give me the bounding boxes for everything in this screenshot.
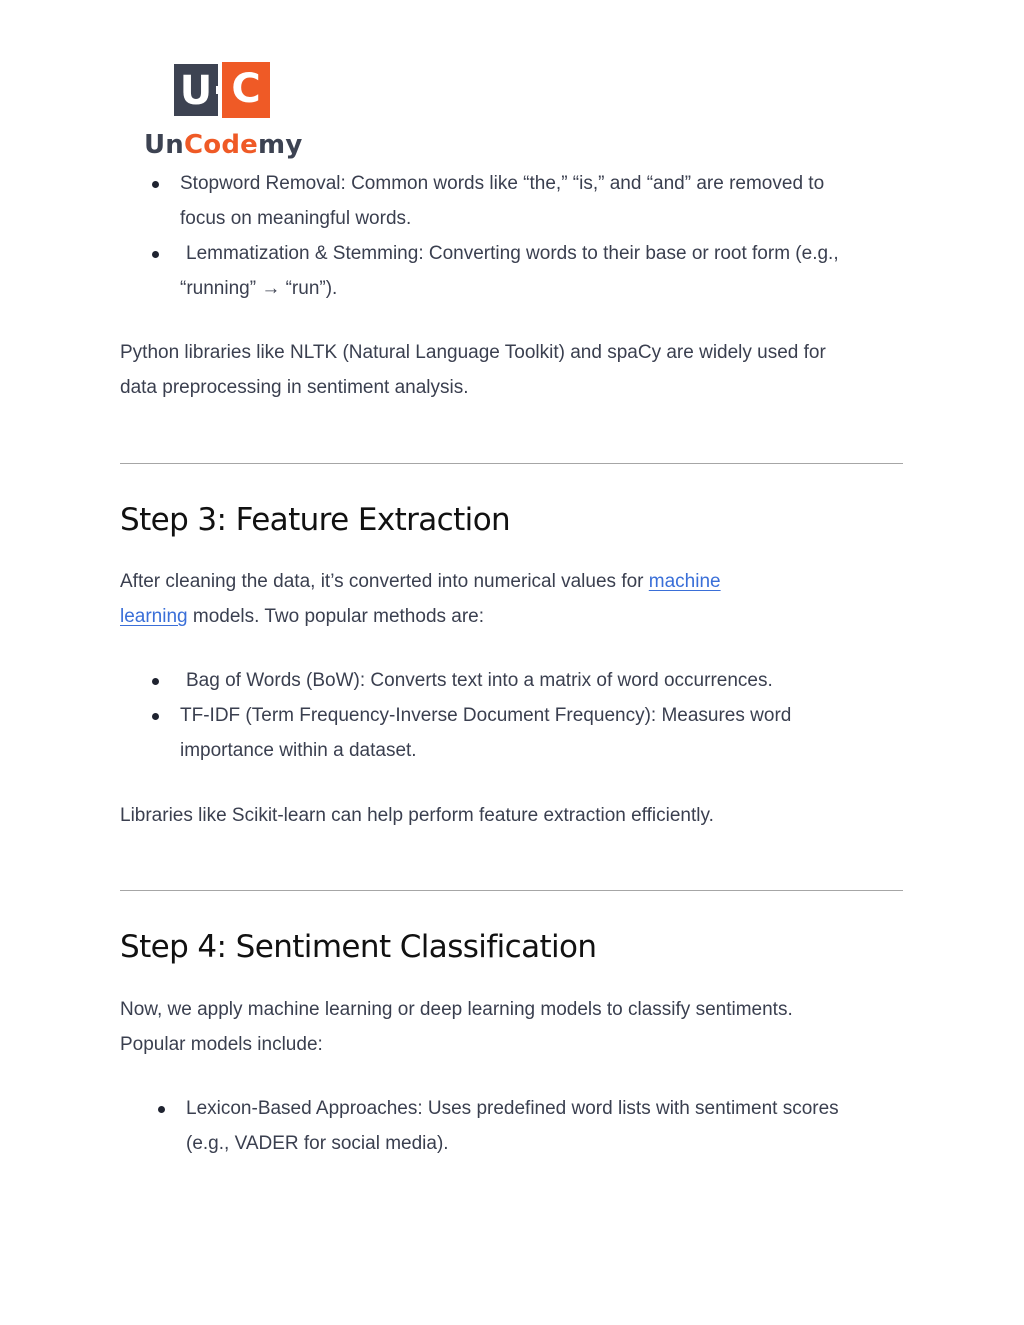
logo-letter-u: U — [179, 68, 213, 114]
bullet-dot — [152, 181, 159, 188]
list-item — [120, 166, 920, 236]
step3-closing: Libraries like Scikit-learn can help perform feature extraction efficiently. — [120, 805, 714, 826]
bullet-dot — [158, 1106, 165, 1113]
paragraph-line — [120, 564, 910, 599]
step4-heading: Step 4: Sentiment Classification — [120, 929, 597, 965]
uncodemy-logo — [144, 62, 304, 162]
logo-tile-c — [222, 62, 270, 118]
step4-intro — [120, 992, 910, 1062]
paragraph-line: data preprocessing in sentiment analysis. — [120, 377, 469, 398]
list-item-line: focus on meaningful words. — [180, 208, 412, 229]
list-item — [120, 236, 920, 306]
wordmark-code: Code — [184, 130, 259, 160]
section-divider — [120, 463, 903, 464]
paragraph-line: Python libraries like NLTK (Natural Language Toolkit) and spaCy are widely used for — [120, 342, 826, 363]
list-item-line: Bag of Words (BoW): Converts text into a matrix of word occurrences. — [186, 670, 773, 691]
preprocessing-paragraph — [120, 335, 910, 405]
logo-letter-c: C — [231, 66, 261, 112]
list-item-line: Lemmatization & Stemming: Converting words to their base or root form (e.g., — [186, 243, 839, 264]
step3-heading: Step 3: Feature Extraction — [120, 502, 511, 538]
machine-learning-link[interactable]: machine — [648, 571, 721, 592]
list-item-line: importance within a dataset. — [180, 740, 417, 761]
list-item — [120, 698, 920, 768]
intro-text: models. Two popular methods are: — [187, 606, 485, 627]
list-item-line: Stopword Removal: Common words like “the,” “is,” and “and” are removed to — [180, 173, 825, 194]
logo-mark — [174, 62, 270, 120]
logo-tile-u — [174, 64, 218, 116]
bullet-dot — [152, 678, 159, 685]
list-item-line: (e.g., VADER for social media). — [186, 1133, 449, 1154]
wordmark-my: my — [258, 130, 303, 160]
list-item — [120, 663, 920, 698]
paragraph-line — [120, 599, 910, 634]
machine-learning-link-continued[interactable]: learning — [120, 606, 188, 627]
paragraph-line: Now, we apply machine learning or deep learning models to classify sentiments. — [120, 999, 793, 1020]
logo-wordmark — [144, 130, 302, 160]
preprocessing-list — [120, 166, 920, 306]
paragraph-line: Popular models include: — [120, 1034, 323, 1055]
section-divider — [120, 890, 903, 891]
classification-list — [120, 1091, 920, 1161]
bullet-dot — [152, 713, 159, 720]
list-item-line: “running” → “run”). — [180, 278, 338, 299]
bullet-dot — [152, 251, 159, 258]
wordmark-un: Un — [144, 130, 185, 160]
list-item-line: Lexicon-Based Approaches: Uses predefined word lists with sentiment scores — [186, 1098, 839, 1119]
list-item — [120, 1091, 920, 1161]
intro-text: After cleaning the data, it’s converted into numerical values for — [120, 571, 649, 592]
step3-intro — [120, 564, 910, 634]
feature-extraction-list — [120, 663, 920, 768]
list-item-line: TF-IDF (Term Frequency-Inverse Document Frequency): Measures word — [180, 705, 792, 726]
